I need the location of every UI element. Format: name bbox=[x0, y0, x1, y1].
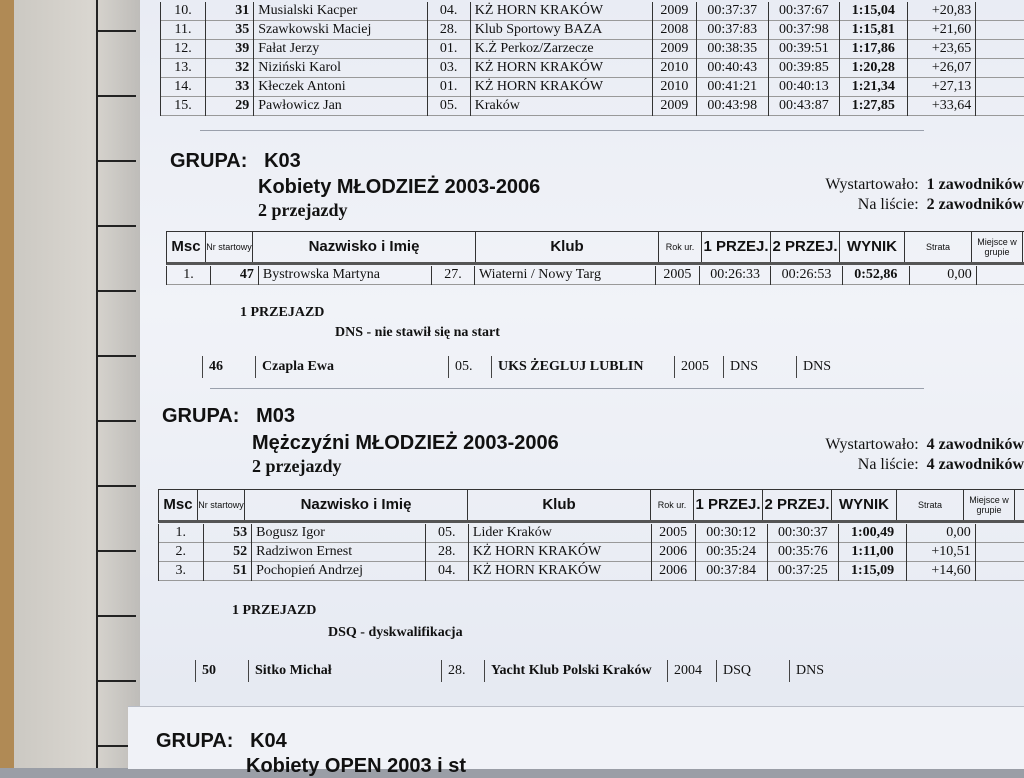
listed-count: Na liście: 4 zawodników bbox=[740, 456, 1024, 474]
code-cell: 05. bbox=[425, 524, 468, 543]
dns-code: 28. bbox=[441, 660, 484, 682]
table-row bbox=[159, 543, 1024, 562]
name-cell: Musialski Kacper bbox=[254, 2, 427, 21]
run2-cell: 00:30:37 bbox=[767, 524, 839, 543]
place-cell: 13. bbox=[161, 59, 206, 78]
run1-cell: 00:37:83 bbox=[697, 21, 769, 40]
column-header-name: Nazwisko i Imię bbox=[253, 232, 476, 262]
year-cell: 2005 bbox=[655, 266, 699, 285]
loss-cell: +27,13 bbox=[907, 78, 976, 97]
start-number-cell: 33 bbox=[205, 78, 253, 97]
run2-cell: 00:43:87 bbox=[768, 97, 840, 116]
club-cell: Kraków bbox=[470, 97, 652, 116]
dns-club: Yacht Klub Polski Kraków bbox=[484, 660, 667, 682]
loss-cell: +26,07 bbox=[907, 59, 976, 78]
column-header-name: Nazwisko i Imię bbox=[245, 490, 468, 520]
club-cell: KŻ HORN KRAKÓW bbox=[468, 543, 651, 562]
run2-cell: 00:40:13 bbox=[768, 78, 840, 97]
column-header-result: WYNIK bbox=[840, 232, 905, 262]
dns-run2: DNS bbox=[796, 356, 869, 378]
club-cell: Wiaterni / Nowy Targ bbox=[474, 266, 655, 285]
run1-cell: 00:38:35 bbox=[697, 40, 769, 59]
year-cell: 2008 bbox=[652, 21, 696, 40]
start-number-cell: 53 bbox=[203, 524, 252, 543]
top-results-table bbox=[160, 2, 1024, 116]
code-cell: 01. bbox=[427, 40, 470, 59]
year-cell: 2009 bbox=[652, 97, 696, 116]
table-header bbox=[166, 231, 1024, 265]
code-cell: 01. bbox=[427, 78, 470, 97]
group-title-partial: Kobiety OPEN 2003 i st bbox=[246, 755, 466, 778]
table-row bbox=[159, 562, 1024, 581]
table-row bbox=[161, 59, 1024, 78]
table-row bbox=[161, 97, 1024, 116]
group-title: Kobiety MŁODZIEŻ 2003-2006 bbox=[258, 176, 540, 199]
dns-name: Czapla Ewa bbox=[255, 356, 448, 378]
run2-cell: 00:39:85 bbox=[768, 59, 840, 78]
run1-cell: 00:40:43 bbox=[697, 59, 769, 78]
loss-cell: +20,83 bbox=[907, 2, 976, 21]
column-header-year: Rok ur. bbox=[659, 232, 702, 262]
column-header-msc: Msc bbox=[167, 232, 206, 262]
started-count: Wystartowało: 4 zawodników bbox=[740, 436, 1024, 454]
m03-results-table bbox=[158, 524, 1024, 581]
start-number-cell: 51 bbox=[203, 562, 252, 581]
table-header bbox=[158, 489, 1024, 523]
result-cell: 1:15,04 bbox=[840, 2, 907, 21]
loss-cell: +14,60 bbox=[906, 562, 975, 581]
year-cell: 2006 bbox=[651, 543, 695, 562]
run1-cell: 00:30:12 bbox=[695, 524, 767, 543]
code-cell: 27. bbox=[432, 266, 475, 285]
code-cell: 04. bbox=[425, 562, 468, 581]
result-cell: 1:15,09 bbox=[839, 562, 907, 581]
name-cell: Bogusz Igor bbox=[252, 524, 425, 543]
column-header-nr: Nr startowy bbox=[206, 232, 253, 262]
run1-cell: 00:37:37 bbox=[697, 2, 769, 21]
result-cell: 1:17,86 bbox=[840, 40, 907, 59]
group-place-cell bbox=[976, 2, 1024, 21]
group-label: GRUPA: M03 bbox=[162, 405, 295, 428]
start-number-cell: 35 bbox=[205, 21, 253, 40]
table-row bbox=[161, 78, 1024, 97]
column-header-year: Rok ur. bbox=[651, 490, 694, 520]
run1-cell: 00:37:84 bbox=[695, 562, 767, 581]
group-label: GRUPA: K03 bbox=[170, 150, 301, 173]
place-cell: 11. bbox=[161, 21, 206, 40]
table-row bbox=[161, 2, 1024, 21]
listed-count: Na liście: 2 zawodników bbox=[740, 196, 1024, 214]
run2-cell: 00:35:76 bbox=[767, 543, 839, 562]
divider-line bbox=[210, 388, 924, 389]
result-cell: 1:15,81 bbox=[840, 21, 907, 40]
run2-cell: 00:37:98 bbox=[768, 21, 840, 40]
column-header-loss: Strata bbox=[905, 232, 972, 262]
result-cell: 1:11,00 bbox=[839, 543, 907, 562]
name-cell: Szawkowski Maciej bbox=[254, 21, 427, 40]
dns-run1: DSQ bbox=[716, 660, 789, 682]
start-number-cell: 31 bbox=[205, 2, 253, 21]
divider-line bbox=[200, 130, 924, 131]
place-cell: 14. bbox=[161, 78, 206, 97]
table-row bbox=[161, 40, 1024, 59]
column-header-place-group: Miejsce w grupie bbox=[972, 232, 1023, 262]
run2-cell: 00:39:51 bbox=[768, 40, 840, 59]
loss-cell: 0,00 bbox=[909, 266, 976, 285]
dns-start-number: 46 bbox=[202, 356, 255, 378]
club-cell: Klub Sportowy BAZA bbox=[470, 21, 652, 40]
group-place-cell bbox=[975, 562, 1024, 581]
column-header-place-group: Miejsce w grupie bbox=[964, 490, 1015, 520]
group-place-cell bbox=[976, 266, 1024, 285]
code-cell: 28. bbox=[427, 21, 470, 40]
year-cell: 2009 bbox=[652, 40, 696, 59]
loss-cell: +33,64 bbox=[907, 97, 976, 116]
loss-cell: +10,51 bbox=[906, 543, 975, 562]
table-row bbox=[161, 21, 1024, 40]
loss-cell: 0,00 bbox=[906, 524, 975, 543]
dns-start-number: 50 bbox=[195, 660, 248, 682]
loss-cell: +21,60 bbox=[907, 21, 976, 40]
start-number-cell: 32 bbox=[205, 59, 253, 78]
scale-ruler bbox=[96, 0, 138, 768]
place-cell: 10. bbox=[161, 2, 206, 21]
column-header-run2: 2 PRZEJ. bbox=[771, 232, 840, 262]
result-cell: 1:27,85 bbox=[840, 97, 907, 116]
name-cell: Bystrowska Martyna bbox=[258, 266, 431, 285]
started-count: Wystartowało: 1 zawodników bbox=[740, 176, 1024, 194]
run1-cell: 00:26:33 bbox=[699, 266, 770, 285]
column-header-run1: 1 PRZEJ. bbox=[694, 490, 763, 520]
run1-cell: 00:41:21 bbox=[697, 78, 769, 97]
name-cell: Kłeczek Antoni bbox=[254, 78, 427, 97]
group-place-cell bbox=[975, 524, 1024, 543]
group-subtitle: 2 przejazdy bbox=[258, 200, 347, 221]
name-cell: Niziński Karol bbox=[254, 59, 427, 78]
run1-cell: 00:35:24 bbox=[695, 543, 767, 562]
column-header-club: Klub bbox=[476, 232, 659, 262]
group-place-cell bbox=[975, 543, 1024, 562]
place-cell: 1. bbox=[159, 524, 204, 543]
year-cell: 2005 bbox=[651, 524, 695, 543]
place-cell: 2. bbox=[159, 543, 204, 562]
group-subtitle: 2 przejazdy bbox=[252, 456, 341, 477]
loss-cell: +23,65 bbox=[907, 40, 976, 59]
run2-cell: 00:37:67 bbox=[768, 2, 840, 21]
year-cell: 2010 bbox=[652, 59, 696, 78]
name-cell: Pochopień Andrzej bbox=[252, 562, 425, 581]
column-header-club: Klub bbox=[468, 490, 651, 520]
group-place-cell bbox=[976, 97, 1024, 116]
dns-year: 2005 bbox=[674, 356, 723, 378]
club-cell: KŻ HORN KRAKÓW bbox=[470, 59, 652, 78]
name-cell: Radziwon Ernest bbox=[252, 543, 425, 562]
dns-name: Sitko Michał bbox=[248, 660, 441, 682]
note-text: DSQ - dyskwalifikacja bbox=[328, 625, 463, 641]
code-cell: 03. bbox=[427, 59, 470, 78]
result-cell: 0:52,86 bbox=[842, 266, 909, 285]
run2-cell: 00:37:25 bbox=[767, 562, 839, 581]
club-cell: Lider Kraków bbox=[468, 524, 651, 543]
group-place-cell bbox=[976, 21, 1024, 40]
table-row bbox=[167, 266, 1024, 285]
table-row bbox=[159, 524, 1024, 543]
dns-run1: DNS bbox=[723, 356, 796, 378]
column-header-result: WYNIK bbox=[832, 490, 897, 520]
code-cell: 28. bbox=[425, 543, 468, 562]
code-cell: 04. bbox=[427, 2, 470, 21]
start-number-cell: 52 bbox=[203, 543, 252, 562]
place-cell: 3. bbox=[159, 562, 204, 581]
club-cell: KŻ HORN KRAKÓW bbox=[470, 78, 652, 97]
place-cell: 15. bbox=[161, 97, 206, 116]
dns-club: UKS ŻEGLUJ LUBLIN bbox=[491, 356, 674, 378]
start-number-cell: 47 bbox=[210, 266, 258, 285]
start-number-cell: 29 bbox=[205, 97, 253, 116]
column-header-run2: 2 PRZEJ. bbox=[763, 490, 832, 520]
column-header-msc: Msc bbox=[159, 490, 198, 520]
dns-row bbox=[195, 660, 862, 682]
start-number-cell: 39 bbox=[205, 40, 253, 59]
club-cell: KŻ HORN KRAKÓW bbox=[470, 2, 652, 21]
run1-cell: 00:43:98 bbox=[697, 97, 769, 116]
place-cell: 12. bbox=[161, 40, 206, 59]
club-cell: KŻ HORN KRAKÓW bbox=[468, 562, 651, 581]
result-cell: 1:00,49 bbox=[839, 524, 907, 543]
year-cell: 2006 bbox=[651, 562, 695, 581]
note-title: 1 PRZEJAZD bbox=[240, 305, 324, 321]
dns-row bbox=[202, 356, 869, 378]
club-cell: K.Ż Perkoz/Zarzecze bbox=[470, 40, 652, 59]
group-place-cell bbox=[976, 59, 1024, 78]
group-title: Mężczyźni MŁODZIEŻ 2003-2006 bbox=[252, 432, 559, 455]
name-cell: Fałat Jerzy bbox=[254, 40, 427, 59]
group-label: GRUPA: K04 bbox=[156, 730, 287, 753]
dns-year: 2004 bbox=[667, 660, 716, 682]
result-cell: 1:20,28 bbox=[840, 59, 907, 78]
result-cell: 1:21,34 bbox=[840, 78, 907, 97]
note-text: DNS - nie stawił się na start bbox=[335, 325, 500, 341]
column-header-run1: 1 PRZEJ. bbox=[702, 232, 771, 262]
column-header-nr: Nr startowy bbox=[198, 490, 245, 520]
wooden-frame-edge bbox=[0, 0, 14, 768]
note-title: 1 PRZEJAZD bbox=[232, 603, 316, 619]
dns-run2: DNS bbox=[789, 660, 862, 682]
column-header-loss: Strata bbox=[897, 490, 964, 520]
year-cell: 2009 bbox=[652, 2, 696, 21]
dns-code: 05. bbox=[448, 356, 491, 378]
name-cell: Pawłowicz Jan bbox=[254, 97, 427, 116]
group-place-cell bbox=[976, 78, 1024, 97]
code-cell: 05. bbox=[427, 97, 470, 116]
run2-cell: 00:26:53 bbox=[771, 266, 842, 285]
place-cell: 1. bbox=[167, 266, 211, 285]
k03-results-table bbox=[166, 266, 1024, 285]
year-cell: 2010 bbox=[652, 78, 696, 97]
group-place-cell bbox=[976, 40, 1024, 59]
